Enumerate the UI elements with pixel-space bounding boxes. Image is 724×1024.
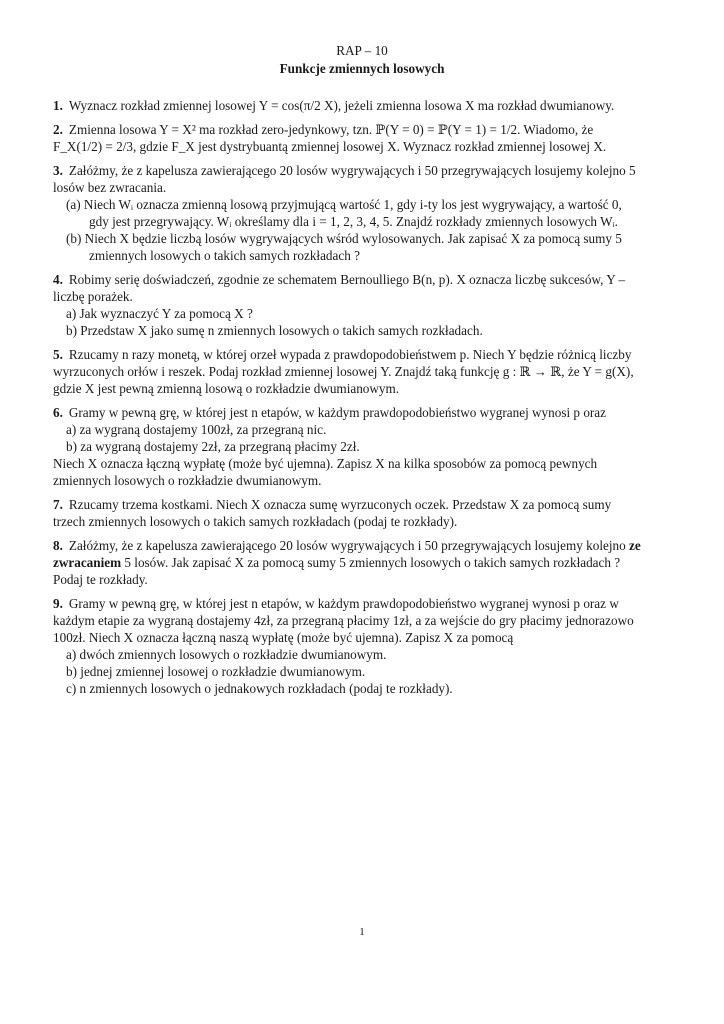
subproblem-b: b) jednej zmiennej losowej o rozkładzie dwumianowym. [66,664,366,679]
problem-number: 1. [53,98,63,113]
problem-9 [53,595,685,697]
course-code: RAP – 10 [336,43,388,58]
problem-6 [53,404,685,489]
problem-number: 4. [53,272,63,287]
subproblem-c: c) n zmiennych losowych o jednakowych rozkładach (podaj te rozkłady). [66,681,453,696]
problem-text: 5 losów. Jak zapisać X za pomocą sumy 5 zmiennych losowych o takich samych rozkładach ? [124,555,621,570]
subproblem-a: a) dwóch zmiennych losowych o rozkładzie dwumianowym. [66,647,387,662]
problem-4 [53,271,685,339]
problem-1 [53,97,685,114]
problem-number: 2. [53,122,63,137]
problem-text: Gramy w pewną grę, w której jest n etapów, w każdym prawdopodobieństwo wygranej wynosi p oraz [68,405,607,420]
problem-text: Podaj te rozkłady. [53,572,148,587]
problem-text: każdym etapie za wygraną dostajemy 4zł, za przegraną płacimy 1zł, a za wejście do gry płacimy jednorazowo [53,613,634,628]
subproblem-a: a) za wygraną dostajemy 100zł, za przegraną nic. [66,422,327,437]
subproblem-b: b) Przedstaw X jako sumę n zmiennych losowych o takich samych rozkładach. [66,323,483,338]
problem-3 [53,162,685,264]
document-title: Funkcje zmiennych losowych [279,61,445,76]
document-header [0,42,724,77]
problem-text: Zmienna losowa Y = X² ma rozkład zero-jedynkowy, tzn. ℙ(Y = 0) = ℙ(Y = 1) = 1/2. Wiadomo, że [68,122,594,137]
page-number: 1 [359,926,365,938]
problem-8 [53,537,685,588]
problem-7 [53,496,685,530]
problem-number: 5. [53,347,63,362]
subproblem-b-cont: zmiennych losowych o takich samych rozkładach ? [89,248,360,263]
problem-list [53,97,685,704]
problem-text: trzech zmiennych losowych o takich samych rozkładach (podaj te rozkłady). [53,514,458,529]
problem-text: 100zł. Niech X oznacza łączną naszą wypłatę (może być ujemna). Zapisz X za pomocą [53,630,514,645]
subproblem-b: (b) Niech X będzie liczbą losów wygrywających wśród wylosowanych. Jak zapisać X za pomocą sumy 5 [66,231,622,246]
problem-text: Rzucamy n razy monetą, w której orzeł wypada z prawdopodobieństwem p. Niech Y będzie różnicą liczby [68,347,632,362]
problem-text: Niech X oznacza łączną wypłatę (może być ujemna). Zapisz X na kilka sposobów za pomocą pewnych [53,456,598,471]
problem-number: 3. [53,163,63,178]
problem-5 [53,346,685,397]
problem-number: 6. [53,405,63,420]
emphasis-text: ze [629,538,641,553]
emphasis-text: zwracaniem [53,555,122,570]
problem-number: 9. [53,596,63,611]
subproblem-a-cont: gdy jest przegrywający. Wᵢ określamy dla i = 1, 2, 3, 4, 5. Znajdź rozkłady zmiennych losowych Wᵢ. [89,214,618,229]
problem-text: Robimy serię doświadczeń, zgodnie ze schematem Bernoulliego B(n, p). X oznacza liczbę sukcesów, Y – [68,272,626,287]
problem-text: Załóżmy, że z kapelusza zawierającego 20 losów wygrywających i 50 przegrywających losujemy kolejno 5 [68,163,636,178]
subproblem-a: (a) Niech Wᵢ oznacza zmienną losową przyjmującą wartość 1, gdy i-ty los jest wygrywający, a wartość 0, [66,197,622,212]
problem-text: wyrzuconych orłów i reszek. Podaj rozkład zmiennej losowej Y. Znajdź taką funkcję g : ℝ → ℝ, że Y = g(X), [53,364,634,379]
problem-text: gdzie X jest pewną zmienną losową o rozkładzie dwumianowym. [53,381,400,396]
subproblem-a: a) Jak wyznaczyć Y za pomocą X ? [66,306,253,321]
problem-number: 8. [53,538,63,553]
problem-text: liczbę porażek. [53,289,133,304]
problem-text: Wyznacz rozkład zmiennej losowej Y = cos(π/2 X), jeżeli zmienna losowa X ma rozkład dwumianowy. [68,98,615,113]
problem-2 [53,121,685,155]
problem-text: Załóżmy, że z kapelusza zawierającego 20 losów wygrywających i 50 przegrywających losujemy kolejno [68,538,626,553]
problem-text: Rzucamy trzema kostkami. Niech X oznacza sumę wyrzuconych oczek. Przedstaw X za pomocą sumy [68,497,612,512]
problem-text: losów bez zwracania. [53,180,167,195]
problem-text: zmiennych losowych o rozkładzie dwumianowym. [53,473,322,488]
problem-text: F_X(1/2) = 2/3, gdzie F_X jest dystrybuantą zmiennej losowej X. Wyznacz rozkład zmiennej losowej X. [53,139,607,154]
subproblem-b: b) za wygraną dostajemy 2zł, za przegraną płacimy 2zł. [66,439,360,454]
problem-text: Gramy w pewną grę, w której jest n etapów, w każdym prawdopodobieństwo wygranej wynosi p oraz w [68,596,619,611]
problem-number: 7. [53,497,63,512]
